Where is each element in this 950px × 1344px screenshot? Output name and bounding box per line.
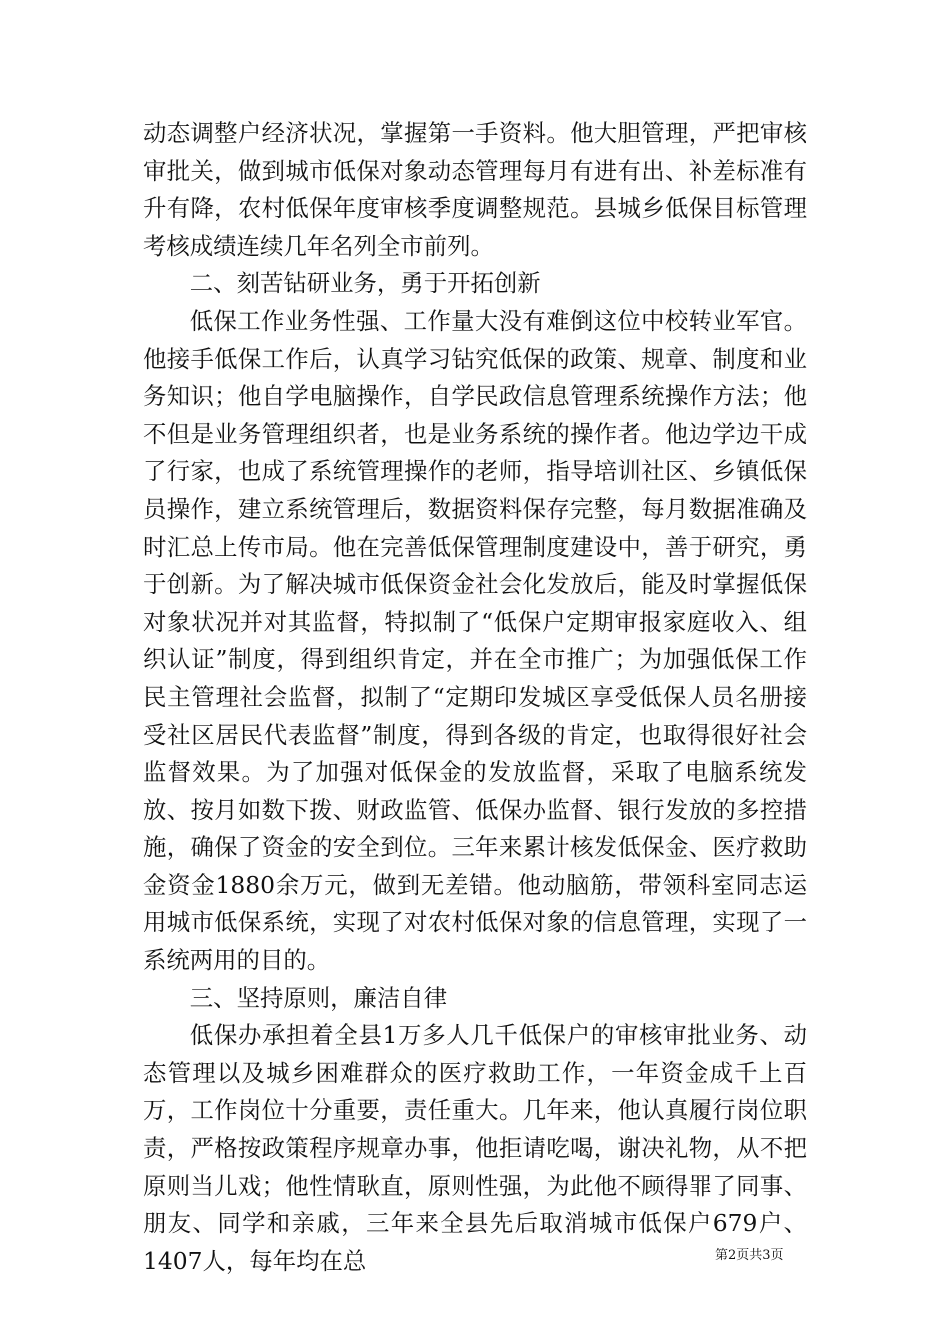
paragraph-continuation: 动态调整户经济状况，掌握第一手资料。他大胆管理，严把审核审批关，做到城市低保对象动态管理每月有进有出、补差标准有升有降，农村低保年度审核季度调整规范。县城乡低保目标管理考核成绩连续几年名列全市前列。	[143, 119, 807, 260]
page-number-footer: 第2页共3页	[715, 1248, 784, 1263]
section-heading-two: 二、刻苦钻研业务，勇于开拓创新	[189, 269, 541, 298]
paragraph-principle: 低保办承担着全县1万多人几千低保户的审核审批业务、动态管理以及城乡困难群众的医疗救助工作，一年资金成千上百万，工作岗位十分重要，责任重大。几年来，他认真履行岗位职责，严格按政策程序规章办事，他拒请吃喝，谢决礼物，从不把原则当儿戏；他性情耿直，原则性强，为此他不顾得罪了同事、朋友、同学和亲戚，三年来全县先后取消城市低保户679户、1407人，每年均在总	[143, 1021, 807, 1275]
body-text	[143, 115, 807, 1280]
paragraph-business: 低保工作业务性强、工作量大没有难倒这位中校转业军官。他接手低保工作后，认真学习钻究低保的政策、规章、制度和业务知识；他自学电脑操作，自学民政信息管理系统操作方法；他不但是业务管理组织者，也是业务系统的操作者。他边学边干成了行家，也成了系统管理操作的老师，指导培训社区、乡镇低保员操作，建立系统管理后，数据资料保存完整，每月数据准确及时汇总上传市局。他在完善低保管理制度建设中，善于研究，勇于创新。为了解决城市低保资金社会化发放后，能及时掌握低保对象状况并对其监督，特拟制了“低保户定期审报家庭收入、组织认证”制度，得到组织肯定，并在全市推广；为加强低保工作民主管理社会监督，拟制了“定期印发城区享受低保人员名册接受社区居民代表监督”制度，得到各级的肯定，也取得很好社会监督效果。为了加强对低保金的发放监督，采取了电脑系统发放、按月如数下拨、财政监管、低保办监督、银行发放的多控措施，确保了资金的安全到位。三年来累计核发低保金、医疗救助金资金1880余万元，做到无差错。他动脑筋，带领科室同志运用城市低保系统，实现了对农村低保对象的信息管理，实现了一系统两用的目的。	[143, 306, 807, 975]
section-heading-three: 三、坚持原则，廉洁自律	[189, 983, 448, 1012]
